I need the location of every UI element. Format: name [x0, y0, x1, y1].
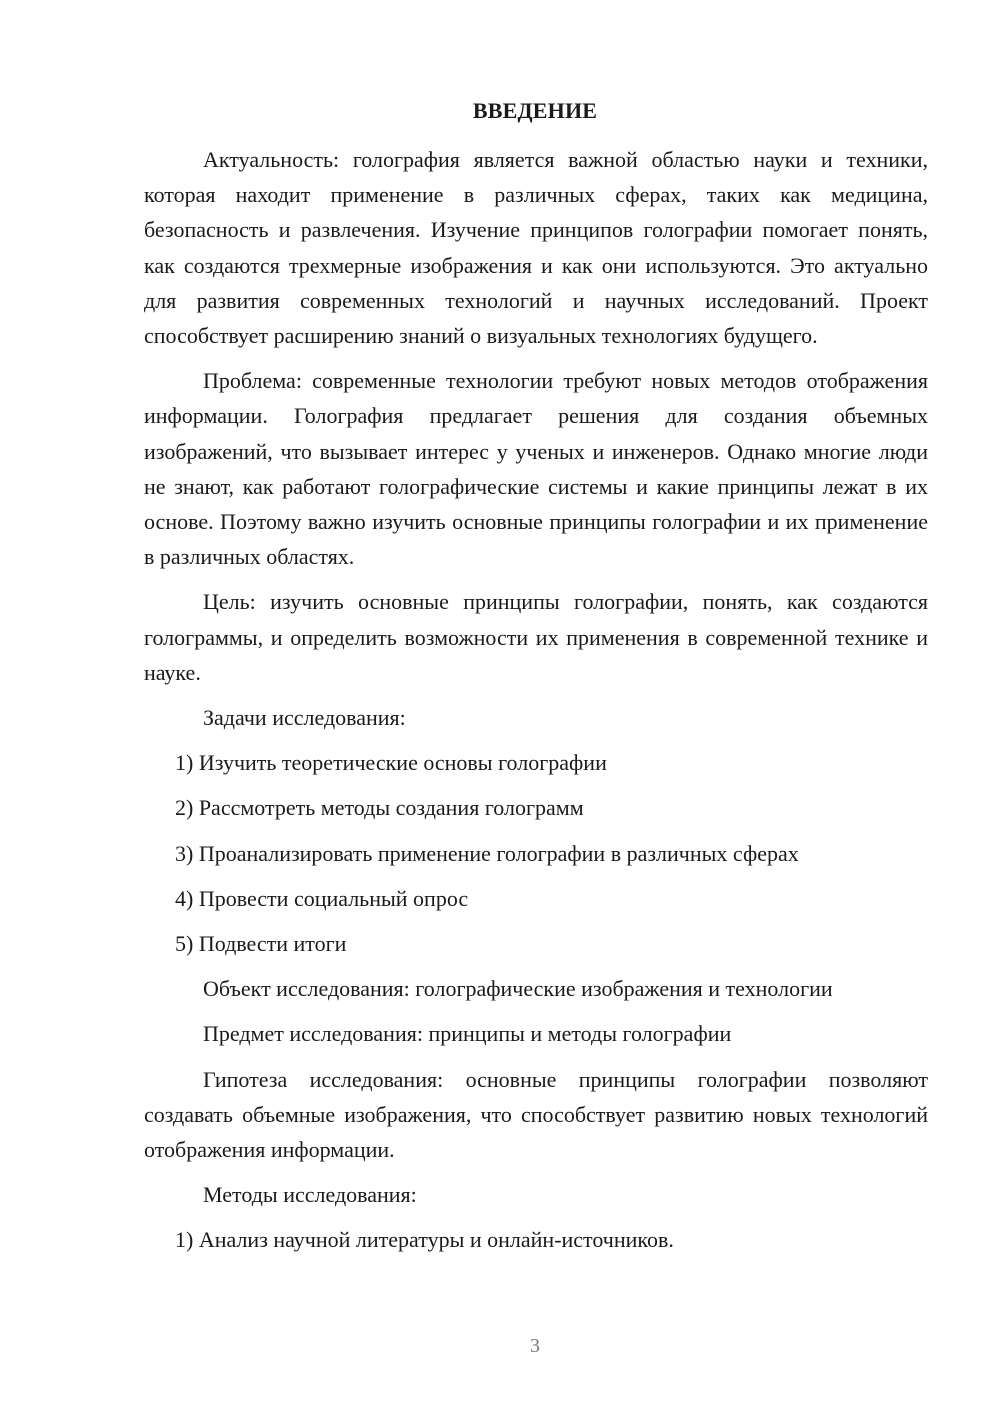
problem-paragraph: Проблема: современные технологии требуют новых методов отображения информации. Голография предлагает решения для создания объемных изображений, что вызывает интерес у ученых и инженеров. Однако многие люди не знают, как работают голографические системы и какие принципы лежат в их основе. Поэтому важно изучить основные принципы голографии и их применение в различных областях. [144, 368, 928, 570]
task-item: 4) Провести социальный опрос [175, 885, 469, 911]
tasks-heading: Задачи исследования: [203, 705, 406, 731]
page-number: 3 [530, 1335, 540, 1357]
task-item: 1) Изучить теоретические основы голографии [175, 750, 607, 776]
task-item: 2) Рассмотреть методы создания голограмм [175, 795, 584, 821]
document-body [144, 142, 928, 1268]
goal-paragraph: Цель: изучить основные принципы голографии, понять, как создаются голограммы, и определить возможности их применения в современной технике и науке. [144, 589, 928, 685]
object-paragraph: Объект исследования: голографические изображения и технологии [203, 976, 833, 1002]
task-item: 5) Подвести итоги [175, 931, 347, 957]
methods-heading: Методы исследования: [203, 1182, 417, 1208]
section-heading: ВВЕДЕНИЕ [472, 98, 598, 123]
task-item: 3) Проанализировать применение голографии в различных сферах [175, 840, 799, 866]
subject-paragraph: Предмет исследования: принципы и методы голографии [203, 1021, 732, 1047]
method-item: 1) Анализ научной литературы и онлайн-источников. [175, 1227, 674, 1253]
relevance-paragraph: Актуальность: голография является важной областью науки и техники, которая находит применение в различных сферах, таких как медицина, безопасность и развлечения. Изучение принципов голографии помогает понять, как создаются трехмерные изображения и как они используются. Это актуально для развития современных технологий и научных исследований. Проект способствует расширению знаний о визуальных технологиях будущего. [144, 147, 928, 349]
hypothesis-paragraph: Гипотеза исследования: основные принципы голографии позволяют создавать объемные изображения, что способствует развитию новых технологий отображения информации. [144, 1066, 928, 1163]
